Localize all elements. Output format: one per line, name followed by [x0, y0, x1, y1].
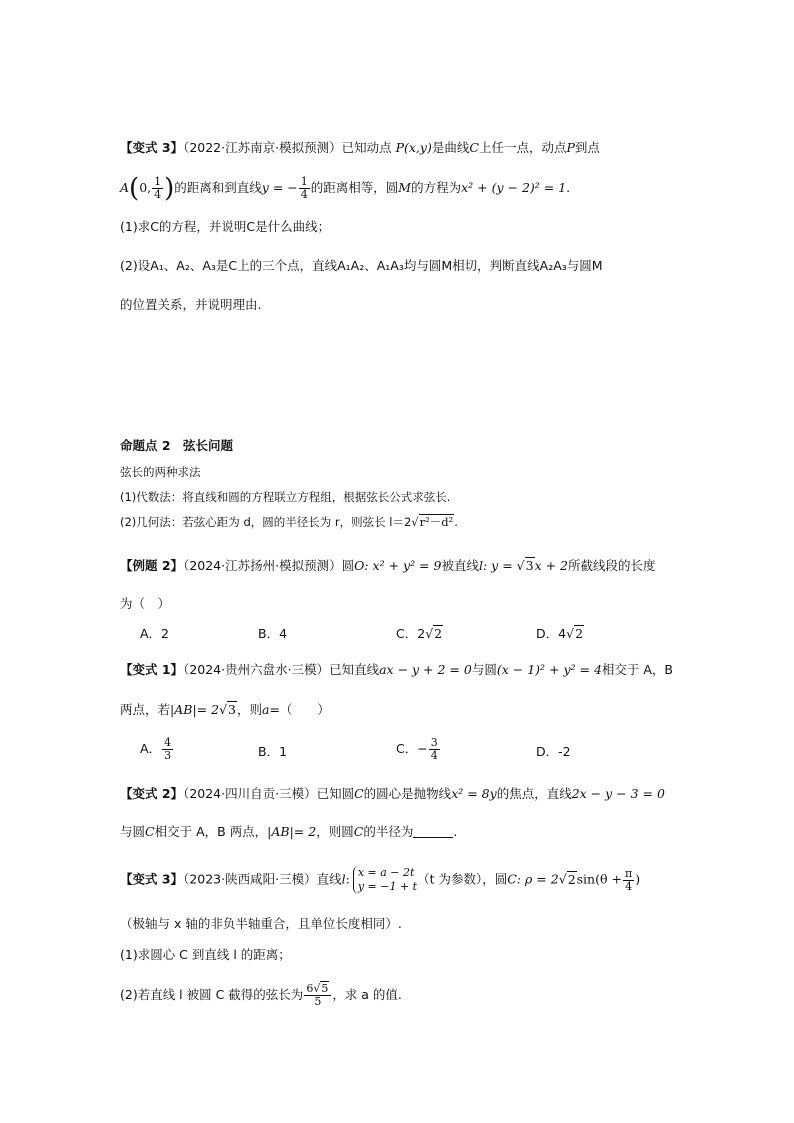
text: 直线 [316, 871, 342, 887]
math-var: P [566, 140, 575, 155]
math-var: O [354, 558, 365, 573]
example-2-line2: 为（ ） [120, 596, 171, 611]
text: =（ ） [269, 702, 330, 717]
fraction [162, 737, 173, 762]
fraction-pi-4 [623, 868, 634, 893]
option-a [140, 737, 174, 762]
sqrt: √3 [516, 558, 534, 573]
math-expr: 2x − y − 3 = 0 [571, 786, 665, 801]
math-expr: y = − [261, 180, 298, 195]
section-title: 命题点 2 弦长问题 [120, 438, 234, 453]
text: ，求 a 的值. [332, 987, 402, 1002]
question-2-line1: (2)设A₁、A₂、A₃是C上的三个点，直线A₁A₂、A₁A₃均与圆M相切，判断直线A₂A₃与圆M [120, 258, 603, 273]
text: 的焦点，直线 [496, 786, 572, 801]
sqrt: √3 [219, 702, 236, 717]
math-expr: 0, [139, 180, 152, 195]
variant-2-line1 [120, 784, 665, 804]
option-d: D．-2 [536, 744, 571, 759]
system-of-equations [353, 866, 417, 894]
note-algebraic: (1)代数法：将直线和圆的方程联立方程组，根据弦长公式求弦长. [120, 490, 451, 504]
math-expr: : ρ = 2 [516, 871, 559, 887]
frac-den: 4 [430, 749, 438, 762]
radicand: 5 [321, 982, 329, 995]
fraction [429, 737, 440, 762]
text: A． [140, 741, 162, 756]
problem-source: （2024·江苏扬州·模拟预测） [183, 558, 342, 573]
option-b: B．1 [258, 744, 288, 759]
problem-v3-2022-line2 [120, 173, 571, 204]
option-a: A．2 [140, 626, 170, 641]
text: 已知动点 [341, 140, 392, 155]
math-var: C [354, 786, 364, 801]
problem-tag: 【变式 2】 [120, 786, 184, 801]
text: 的半径为 [363, 824, 414, 839]
text: 与圆 [120, 824, 146, 839]
answer-blank [413, 825, 453, 838]
text: 相交于 A，B 两点， [154, 824, 268, 839]
text: 已知圆 [316, 786, 355, 801]
math-var: M [398, 180, 412, 195]
math-var: l [478, 558, 483, 573]
question-2 [120, 983, 402, 1008]
radicand: 3 [228, 702, 236, 717]
variant-2-line2 [120, 822, 457, 842]
text: 两点，若 [120, 702, 171, 717]
text: 是曲线 [431, 140, 470, 155]
question-2-line2: 的位置关系，并说明理由. [120, 297, 262, 312]
frac-num: 3 [430, 736, 438, 749]
math-expr: : x² + y² = 9 [364, 558, 442, 573]
text: 与圆 [471, 662, 497, 677]
problem-source: （2024·四川自贡·三模） [183, 786, 317, 801]
text: ，则圆 [316, 824, 354, 839]
math-var: P [395, 140, 404, 155]
problem-source: （2023·陕西咸阳·三模） [183, 871, 317, 887]
radicand: 2 [434, 626, 443, 641]
option-d [536, 624, 584, 642]
radicand: 2 [575, 626, 584, 641]
frac-den: 4 [154, 188, 162, 201]
math-expr: sin(θ + [576, 871, 622, 887]
note-heading: 弦长的两种求法 [120, 465, 201, 479]
problem-tag: 【变式 3】 [120, 871, 184, 887]
math-var: l [341, 871, 346, 887]
problem-source: （2024·贵州六盘水·三模） [183, 662, 330, 677]
text: （t 为参数），圆 [417, 871, 508, 887]
math-expr: ax − y + 2 = 0 [379, 662, 472, 677]
sqrt: √r²－d² [411, 515, 454, 529]
math-expr: |AB|= 2 [170, 702, 220, 717]
math-expr: (x − 1)² + y² = 4 [496, 662, 602, 677]
math-var: C [353, 824, 364, 839]
frac-den: 4 [625, 879, 633, 893]
text: 已知直线 [329, 662, 380, 677]
problem-tag: 【变式 3】 [120, 140, 184, 155]
paren-close: ) [164, 173, 175, 204]
problem-tag: 【变式 1】 [120, 662, 184, 677]
variant-3-2023-line1 [120, 866, 640, 894]
text: 相交于 A，B [601, 662, 674, 677]
question-1: (1)求C的方程，并说明C是什么曲线； [120, 219, 331, 234]
text: D．4 [536, 626, 567, 641]
math-expr: x² = 8y [451, 786, 497, 801]
variant-3-2023-line2: （极轴与 x 轴的非负半轴重合，且单位长度相同）. [120, 916, 402, 931]
frac-den: 3 [164, 749, 172, 762]
math-expr: : [345, 871, 350, 887]
math-var: a [262, 702, 270, 717]
math-expr: x² + (y − 2)² = 1 [461, 180, 567, 195]
math-expr: ) [635, 871, 641, 887]
fraction [304, 983, 331, 1008]
text: (2)几何法：若弦心距为 d，圆的半径长为 r，则弦长 l＝2 [120, 515, 412, 529]
text: 的圆心是抛物线 [363, 786, 452, 801]
frac-num: 1 [154, 175, 162, 188]
sqrt: √2 [558, 871, 576, 887]
problem-tag: 【例题 2】 [120, 558, 184, 573]
frac-num: 1 [300, 175, 308, 188]
sqrt: √2 [566, 626, 584, 641]
equation: y = −1 + t [357, 880, 418, 893]
text: 到点 [574, 140, 600, 155]
problem-source: （2022·江苏南京·模拟预测） [183, 140, 342, 155]
variant-1-line1 [120, 660, 673, 680]
text: . [566, 180, 571, 195]
text: 被直线 [441, 558, 479, 573]
text: (2)若直线 l 被圆 C 截得的弦长为 [120, 987, 304, 1002]
text: 所截线段的长度 [568, 558, 656, 573]
fraction-1-4 [299, 176, 310, 201]
text: 的方程为 [411, 180, 462, 195]
note-geometric [120, 512, 458, 532]
math-var: C [469, 140, 479, 155]
text: . [453, 824, 458, 839]
math-var: C [145, 824, 155, 839]
text: C．2 [396, 626, 426, 641]
frac-den: 5 [314, 995, 322, 1008]
text: 圆 [341, 558, 355, 573]
radicand: r²－d² [419, 515, 454, 529]
math-expr: (x,y) [404, 140, 432, 155]
fraction-1-4 [152, 176, 163, 201]
math-expr: |AB|= 2 [267, 824, 317, 839]
option-b: B．4 [258, 626, 288, 641]
math-expr: : y = [482, 558, 517, 573]
text: 上任一点，动点 [478, 140, 567, 155]
sqrt: √5 [313, 982, 329, 995]
sqrt: √2 [425, 626, 443, 641]
example-2-line1 [120, 556, 656, 576]
frac-num: π [624, 866, 633, 880]
option-c [396, 624, 443, 642]
coef: 6 [306, 982, 314, 995]
math-expr: x + 2 [534, 558, 569, 573]
variant-1-line2 [120, 700, 330, 720]
text: ，则 [236, 702, 262, 717]
text: 的距离相等，圆 [310, 180, 399, 195]
option-c [396, 737, 441, 762]
frac-den: 4 [300, 188, 308, 201]
radicand: 2 [567, 871, 576, 887]
radicand: 3 [525, 558, 534, 573]
math-var: A [120, 180, 130, 195]
text: C．− [396, 741, 428, 756]
paren-open: ( [129, 173, 140, 204]
text: 的距离和到直线 [174, 180, 262, 195]
equation: x = a − 2t [357, 866, 415, 879]
frac-num: 4 [164, 736, 172, 749]
text: . [454, 515, 458, 529]
problem-v3-2022-line1 [120, 138, 600, 158]
math-var: C [507, 871, 517, 887]
question-1: (1)求圆心 C 到直线 l 的距离； [120, 947, 291, 962]
